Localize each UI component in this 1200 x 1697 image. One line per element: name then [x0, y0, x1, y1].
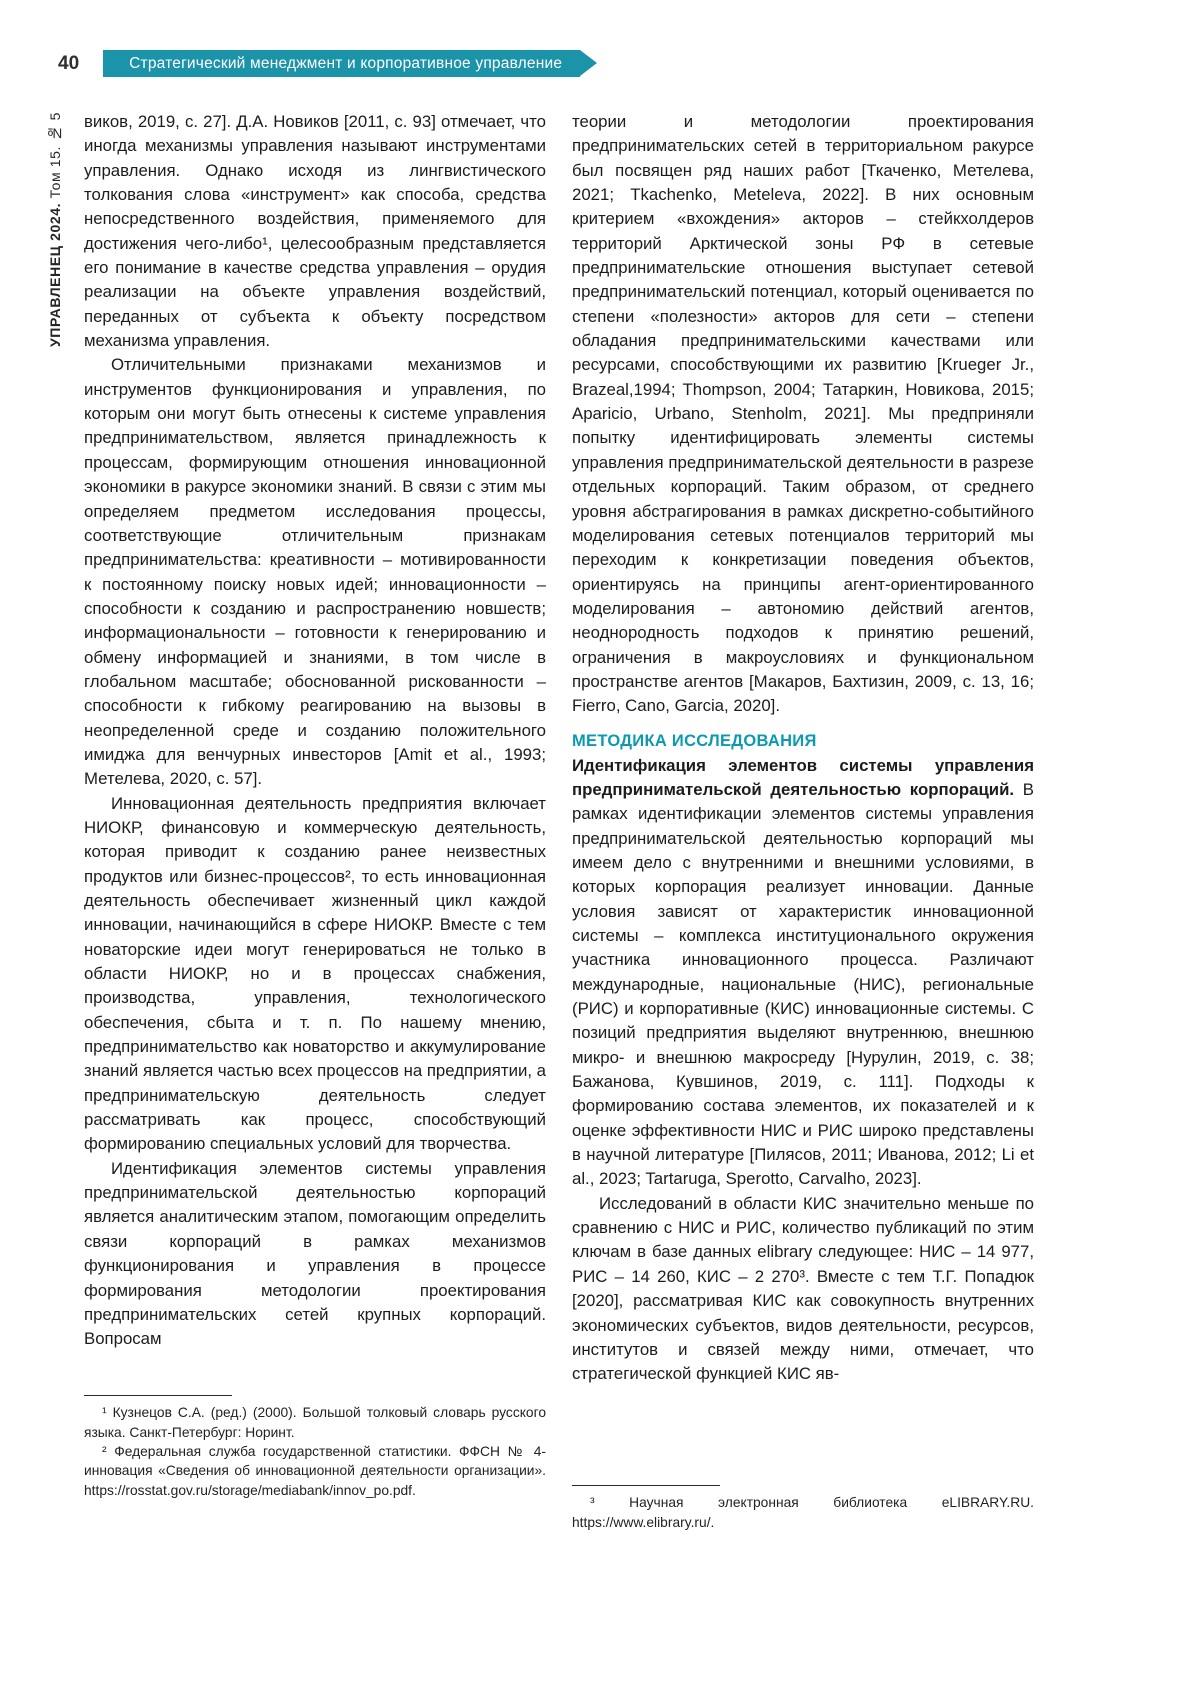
paragraph-text: В рамках идентификации элементов системы управления предпринимательской деятельностью корпораций мы имеем дело с внутренними и внешними условиями, в которых корпорация реализует инновации. Данные условия зависят от характеристик инновационной системы – комплекса институционального окружения участника инновационного процесса. Различают международные, национальные (НИС), региональные (РИС) и корпоративные (КИС) инновационные системы. С позиций предприятия выделяют внутреннюю, внешнюю микро- и внешнюю макросреду [Нурулин, 2019, с. 38; Бажанова, Кувшинов, 2019, с. 111]. Подходы к формированию состава элементов, их показателей и к оценке эффективности НИС и РИС широко представлены в научной литературе [Пилясов, 2011; Иванова, 2012; Li et al., 2023; Tartaruga, Sperotto, Carvalho, 2023]. — [572, 779, 1034, 1189]
paragraph: виков, 2019, с. 27]. Д.А. Новиков [2011, с. 93] отмечает, что иногда механизмы управления называют инструментами управления. Однако исходя из лингвистического толкования слова «инструмент» как способа, средства непосредственного воздействия, применяемого для достижения чего-либо¹, целесообразным представляется его понимание в качестве средства управления – орудия реализации на объекте управления воздействий, переданных от субъекта к объекту посредством механизма управления. — [84, 112, 546, 351]
left-column — [84, 110, 546, 1532]
paragraph: Инновационная деятельность предприятия включает НИОКР, финансовую и коммерческую деятельность, которая приводит к созданию ранее неизвестных продуктов или бизнес-процессов², то есть инновационная деятельность обеспечивает жизненный цикл каждой инновации, начинающийся в сфере НИОКР. Вместе с тем новаторские идеи могут генерироваться не только в области НИОКР, но и в процессах снабжения, производства, управления, технологического обеспечения, сбыта и т. п. По нашему мнению, предпринимательство как новаторство и аккумулирование знаний является частью всех процессов на предприятии, а предпринимательскую деятельность следует рассматривать как процесс, способствующий формированию специальных условий для творчества. — [84, 793, 546, 1154]
footnote: ¹ Кузнецов С.А. (ред.) (2000). Большой толковый словарь русского языка. Санкт-Петербург: Норинт. — [84, 1405, 546, 1440]
footnotes-right — [572, 1485, 1034, 1532]
paragraph: Идентификация элементов системы управления предпринимательской деятельностью корпораций является аналитическим этапом, помогающим определить связи корпораций в рамках механизмов функционирования и управления в процессе формирования методологии проектирования предпринимательских сетей крупных корпораций. Вопросам — [84, 1158, 546, 1349]
paragraph: Исследований в области КИС значительно меньше по сравнению с НИС и РИС, количество публикаций по этим ключам в базе данных elibrary следующее: НИС – 14 977, РИС – 14 260, КИС – 2 270³. Вместе с тем Т.Г. Попадюк [2020], рассматривая КИС как совокупность внутренних экономических субъектов, видов деятельности, ресурсов, институтов и связей между ними, отмечает, что стратегической функцией КИС яв- — [572, 1193, 1034, 1384]
paragraph: теории и методологии проектирования предпринимательских сетей в территориальном ракурсе был посвящен ряд наших работ [Ткаченко, Метелева, 2021; Tkachenko, Meteleva, 2022]. В них основным критерием «вхождения» акторов – стейкхолдеров территорий Арктической зоны РФ в сетевые предпринимательские отношения выступает сетевой предпринимательский потенциал, который оценивается по степени «полезности» акторов для сети – степени обладания предпринимательскими качествами или ресурсами, способствующими их развитию [Krueger Jr., Brazeal,1994; Thompson, 2004; Татаркин, Новикова, 2015; Aparicio, Urbano, Stenholm, 2021]. Мы предприняли попытку идентифицировать элементы системы управления предпринимательской деятельности в разрезе отдельных корпораций. Таким образом, от среднего уровня абстрагирования в рамках дискретно-событийного моделирования сетевых потенциалов территорий мы переходим к конкретизации поведения объектов, ориентируясь на принципы агент-ориентированного моделирования – автономию действий агентов, неоднородность подходов к принятию решений, ограничения в макроусловиях и функциональном пространстве агентов [Макаров, Бахтизин, 2009, с. 13, 16; Fierro, Cano, Garcia, 2020]. — [572, 112, 1034, 716]
journal-sidebar — [48, 112, 63, 347]
journal-name-label: УПРАВЛЕНЕЦ 2024. — [47, 198, 63, 347]
running-header — [58, 50, 580, 77]
section-heading: МЕТОДИКА ИССЛЕДОВАНИЯ — [572, 731, 817, 750]
footnote-divider — [572, 1485, 720, 1486]
footnote: ² Федеральная служба государственной статистики. ФФСН № 4-инновация «Сведения об инновационной деятельности организации». https://rosstat.gov.ru/storage/mediabank/innov_po.pdf. — [84, 1444, 546, 1498]
page-number: 40 — [58, 52, 80, 74]
section-ribbon — [103, 50, 580, 77]
lead-sentence: Идентификация элементов системы управления предпринимательской деятельностью корпораций. — [572, 755, 1034, 799]
footnote: ³ Научная электронная библиотека eLIBRARY.RU. https://www.elibrary.ru/. — [572, 1495, 1034, 1530]
footnote-divider — [84, 1395, 232, 1396]
paragraph — [572, 754, 1034, 1192]
running-head-title: Стратегический менеджмент и корпоративное управление — [129, 54, 563, 72]
right-column — [572, 110, 1034, 1532]
paragraph: Отличительными признаками механизмов и инструментов функционирования и управления, по которым они могут быть отнесены к системе управления предпринимательством, является принадлежность к процессам, формирующим отношения инновационной экономики в ракурсе экономики знаний. В связи с этим мы определяем предметом исследования процессы, соответствующие отличительным признакам предпринимательства: креативности – мотивированности к постоянному поиску новых идей; инновационности – способности к созданию и распространению новшеств; информациональности – готовности к генерированию и обмену информацией и знаниями, в том числе в глобальном масштабе; обоснованной рискованности – способности к гибкому реагированию на вызовы в неопределенной среде и созданию положительного имиджа для венчурных инвесторов [Amit et al., 1993; Метелева, 2020, с. 57]. — [84, 355, 546, 789]
journal-issue-label: Том 15. № 5 — [47, 112, 63, 199]
footnotes-left — [84, 1395, 546, 1500]
article-body — [84, 110, 1034, 1532]
arrow-right-icon — [580, 50, 597, 76]
